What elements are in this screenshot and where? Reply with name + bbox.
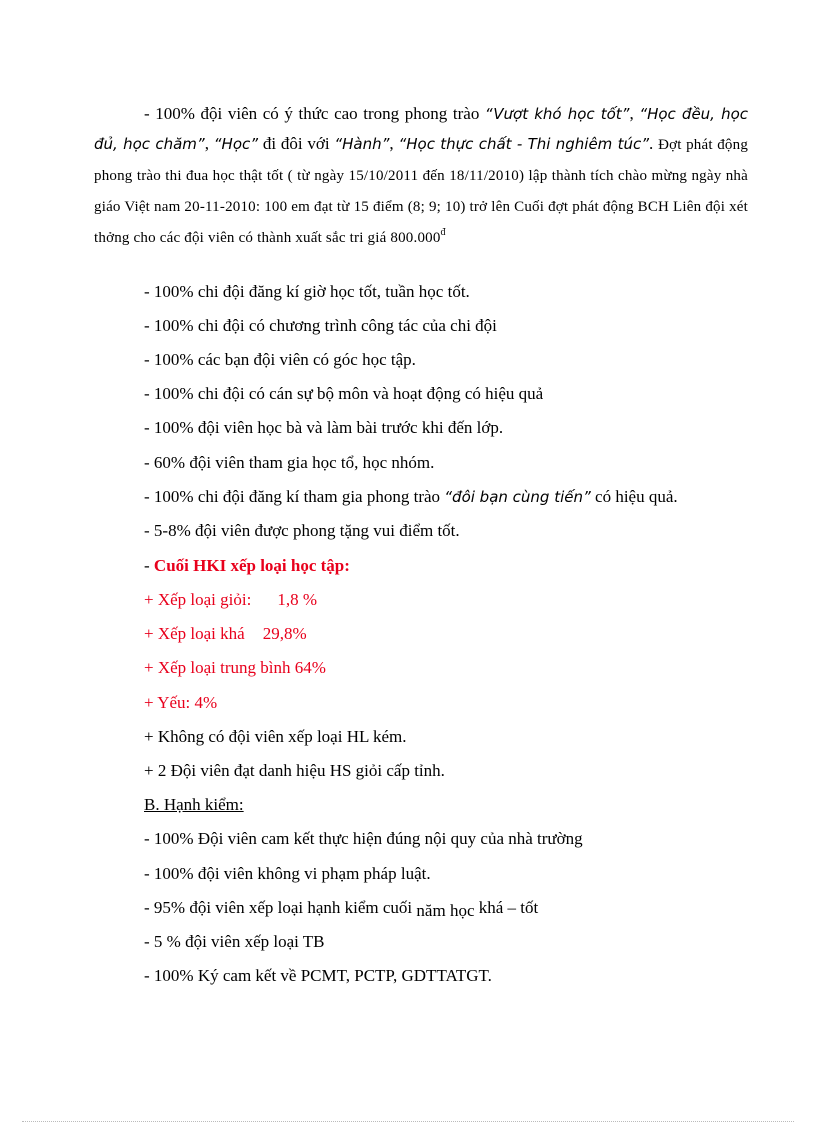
list-item-text: - 100% chi đội đăng kí tham gia phong trào [144, 487, 445, 506]
note-item: + 2 Đội viên đạt danh hiệu HS giỏi cấp tỉnh. [144, 761, 445, 780]
intro-paragraph [94, 99, 748, 254]
grade-label: + Xếp loại khá [144, 624, 245, 643]
page-bottom-rule [22, 1121, 794, 1122]
list-item: - 5-8% đội viên được phong tặng vui điểm tốt. [144, 521, 460, 540]
quote-hanh: “Hành” [334, 135, 390, 153]
period: . [649, 134, 659, 153]
quote-vuot-kho: “Vượt khó học tốt” [484, 105, 630, 123]
grade-label: + Xếp loại giỏi: [144, 590, 252, 609]
intro-text-1: - 100% đội viên có ý thức cao trong phong trào [144, 104, 485, 123]
grade-kha [144, 624, 307, 644]
conduct-text-nam-hoc: năm học [416, 901, 475, 920]
list-item-text: có hiệu quả. [590, 487, 678, 506]
conduct-item: - 100% Đội viên cam kết thực hiện đúng nội quy của nhà trường [144, 829, 583, 848]
conduct-item: - 100% đội viên không vi phạm pháp luật. [144, 864, 431, 883]
dash: - [144, 556, 154, 575]
grade-gioi [144, 590, 317, 610]
intro-text-2: Đợt phát động phong trào thi đua học thật tốt ( từ ngày 15/10/2011 đến 18/11/2010) lập thành tích chào mừng ngày nhà giáo Việt nam 20-11-2010: 100 em đạt từ 15 điểm (8; 9; 10) trở lên Cuối đợt phát động BCH Liên đội xét thởng cho các đội viên có thành xuất sắc tri giá 800.000 [94, 137, 749, 246]
note-item: + Không có đội viên xếp loại HL kém. [144, 727, 407, 746]
grade-yeu: + Yếu: 4% [144, 693, 218, 712]
list-item: - 100% chi đội có chương trình công tác của chi đội [144, 316, 497, 335]
comma: , [629, 104, 640, 123]
conduct-text: - 95% đội viên xếp loại hạnh kiểm cuối [144, 898, 417, 917]
quote-doi-ban: “đôi bạn cùng tiến” [444, 488, 591, 506]
conduct-item: - 5 % đội viên xếp loại TB [144, 932, 325, 951]
conduct-item: - 100% Ký cam kết về PCMT, PCTP, GDTTATGT. [144, 966, 492, 985]
conduct-heading: B. Hạnh kiểm: [144, 795, 244, 814]
hk1-heading [144, 556, 350, 576]
comma: , [204, 134, 214, 153]
conduct-text: khá – tốt [474, 898, 539, 917]
grade-trung-binh: + Xếp loại trung bình 64% [144, 658, 326, 677]
currency-sup: đ [440, 227, 446, 238]
quote-hoc: “Học” [213, 135, 259, 153]
comma: , [389, 134, 399, 153]
list-item: - 100% đội viên học bà và làm bài trước khi đến lớp. [144, 418, 504, 437]
quote-hoc-thuc-chat: “Học thực chất - Thi nghiêm túc” [398, 135, 650, 153]
hk1-heading-text: Cuối HKI xếp loại học tập: [153, 556, 350, 575]
conduct-item-95 [144, 898, 538, 918]
list-item: - 60% đội viên tham gia học tổ, học nhóm. [144, 453, 435, 472]
list-item: - 100% chi đội đăng kí giờ học tốt, tuần học tốt. [144, 282, 470, 301]
quote-hoc-deu: “Học đều, học đủ, học chăm” [94, 105, 749, 153]
grade-value: 1,8 % [277, 590, 317, 609]
connector-text: đi đôi với [258, 134, 335, 153]
list-item: - 100% các bạn đội viên có góc học tập. [144, 350, 416, 369]
grade-value: 29,8% [262, 624, 307, 643]
list-item-doi-ban [144, 487, 678, 507]
list-item: - 100% chi đội có cán sự bộ môn và hoạt động có hiệu quả [144, 384, 544, 403]
